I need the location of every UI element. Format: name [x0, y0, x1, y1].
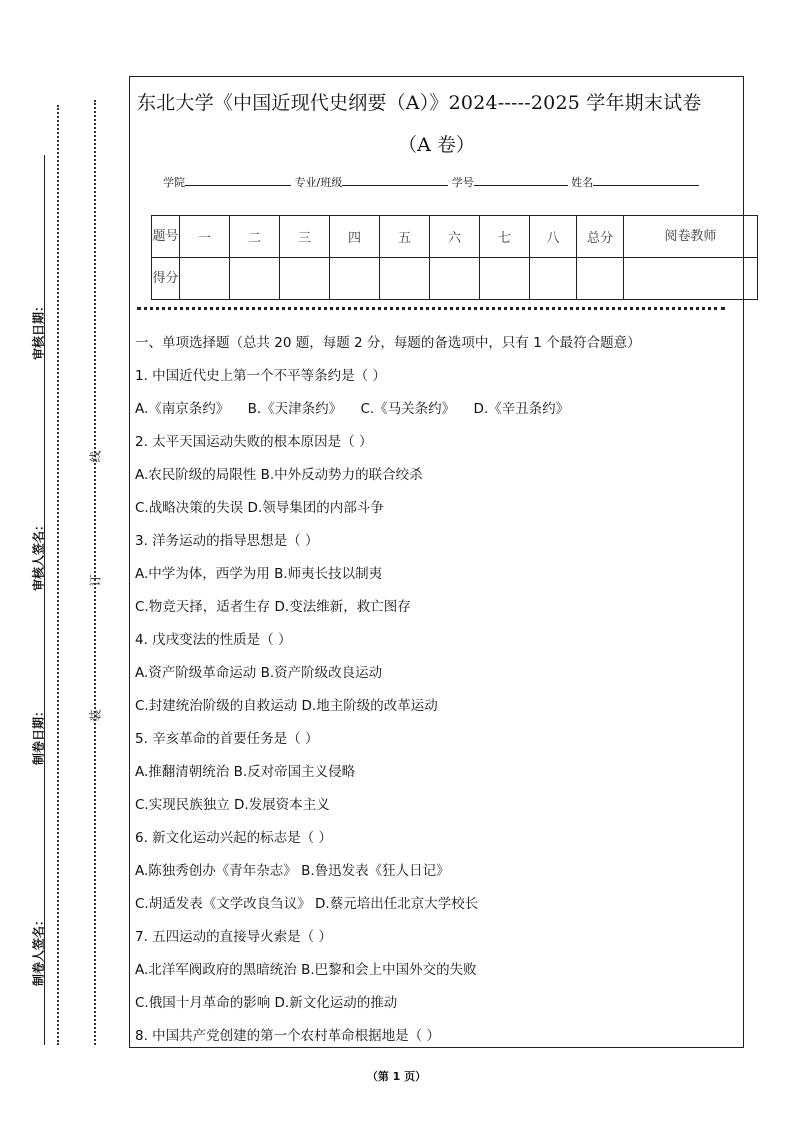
option: D.《辛丑条约》: [473, 401, 570, 417]
section-heading: 一、单项选择题（总共 20 题，每题 2 分，每题的备选项中，只有 1 个最符合题意）: [135, 335, 641, 351]
row-header-score: 得分: [152, 258, 180, 300]
score-cell[interactable]: [530, 258, 577, 300]
score-cell[interactable]: [280, 258, 330, 300]
row-header-question: 题号: [152, 216, 180, 258]
question-section: [135, 330, 740, 1056]
score-col: 二: [230, 216, 280, 258]
score-table: [151, 215, 758, 300]
score-col: 一: [180, 216, 230, 258]
page-number: （第 1 页）: [366, 1070, 427, 1083]
score-col: 七: [480, 216, 530, 258]
question-options: C.物竞天择，适者生存 D.变法维新，救亡图存: [135, 599, 411, 615]
score-cell[interactable]: [330, 258, 380, 300]
score-col: 四: [330, 216, 380, 258]
grader-cell[interactable]: [624, 258, 758, 300]
student-id-field[interactable]: [474, 173, 568, 186]
total-score-col: 总分: [577, 216, 624, 258]
signature-line: [44, 155, 45, 1045]
exam-subtitle: （A 卷）: [398, 134, 475, 156]
name-label: 姓名: [571, 176, 594, 189]
score-col: 六: [430, 216, 480, 258]
score-cell[interactable]: [230, 258, 280, 300]
score-cell[interactable]: [180, 258, 230, 300]
question-options: A.中学为体，西学为用 B.师夷长技以制夷: [135, 566, 383, 582]
option: C.《马关条约》: [360, 401, 456, 417]
question: 3. 洋务运动的指导思想是（ ）: [135, 533, 319, 549]
question-options: A.推翻清朝统治 B.反对帝国主义侵略: [135, 764, 356, 780]
binding-mark-bind: 装: [88, 709, 103, 722]
question-options: C.封建统治阶级的自救运动 D.地主阶级的改革运动: [135, 698, 438, 714]
score-col: 五: [380, 216, 430, 258]
binding-mark-line: 线: [88, 450, 103, 463]
question: 4. 戊戌变法的性质是（ ）: [135, 632, 292, 648]
question-options: A.陈独秀创办《青年杂志》 B.鲁迅发表《狂人日记》: [135, 863, 450, 879]
college-field[interactable]: [185, 173, 291, 186]
binding-dotted-line: [57, 105, 59, 1045]
question-options: [135, 396, 740, 429]
binding-mark-staple: 订: [88, 574, 103, 587]
score-cell[interactable]: [480, 258, 530, 300]
score-col: 八: [530, 216, 577, 258]
student-info-row: [163, 173, 699, 190]
question: 8. 中国共产党创建的第一个农村革命根据地是（ ）: [135, 1028, 440, 1044]
question-options: A.农民阶级的局限性 B.中外反动势力的联合绞杀: [135, 467, 423, 483]
question-options: C.实现民族独立 D.发展资本主义: [135, 797, 330, 813]
question: 5. 辛亥革命的首要任务是（ ）: [135, 731, 319, 747]
question: 2. 太平天国运动失败的根本原因是（ ）: [135, 434, 373, 450]
student-id-label: 学号: [451, 176, 474, 189]
major-class-field[interactable]: [342, 173, 448, 186]
score-table-score-row: [152, 258, 758, 300]
major-label: 专业/班级: [294, 176, 343, 189]
question-options: C.战略决策的失误 D.领导集团的内部斗争: [135, 500, 384, 516]
option: A.《南京条约》: [135, 401, 230, 417]
option: B.《天津条约》: [247, 401, 343, 417]
score-col: 三: [280, 216, 330, 258]
question: 7. 五四运动的直接导火索是（ ）: [135, 929, 332, 945]
score-cell[interactable]: [380, 258, 430, 300]
score-table-header-row: [152, 216, 758, 258]
college-label: 学院: [163, 176, 185, 189]
question: 6. 新文化运动兴起的标志是（ ）: [135, 830, 332, 846]
question: 1. 中国近代史上第一个不平等条约是（ ）: [135, 368, 386, 384]
section-separator: [137, 307, 725, 310]
exam-title: 东北大学《中国近现代史纲要（A）》2024-----2025 学年期末试卷: [137, 92, 702, 114]
question-options: C.胡适发表《文学改良刍议》 D.蔡元培出任北京大学校长: [135, 896, 479, 912]
score-cell[interactable]: [430, 258, 480, 300]
total-score-cell[interactable]: [577, 258, 624, 300]
question-options: C.俄国十月革命的影响 D.新文化运动的推动: [135, 995, 398, 1011]
name-field[interactable]: [593, 173, 699, 186]
question-options: A.北洋军阀政府的黑暗统治 B.巴黎和会上中国外交的失败: [135, 962, 477, 978]
question-options: A.资产阶级革命运动 B.资产阶级改良运动: [135, 665, 383, 681]
grader-col: 阅卷教师: [624, 216, 758, 258]
